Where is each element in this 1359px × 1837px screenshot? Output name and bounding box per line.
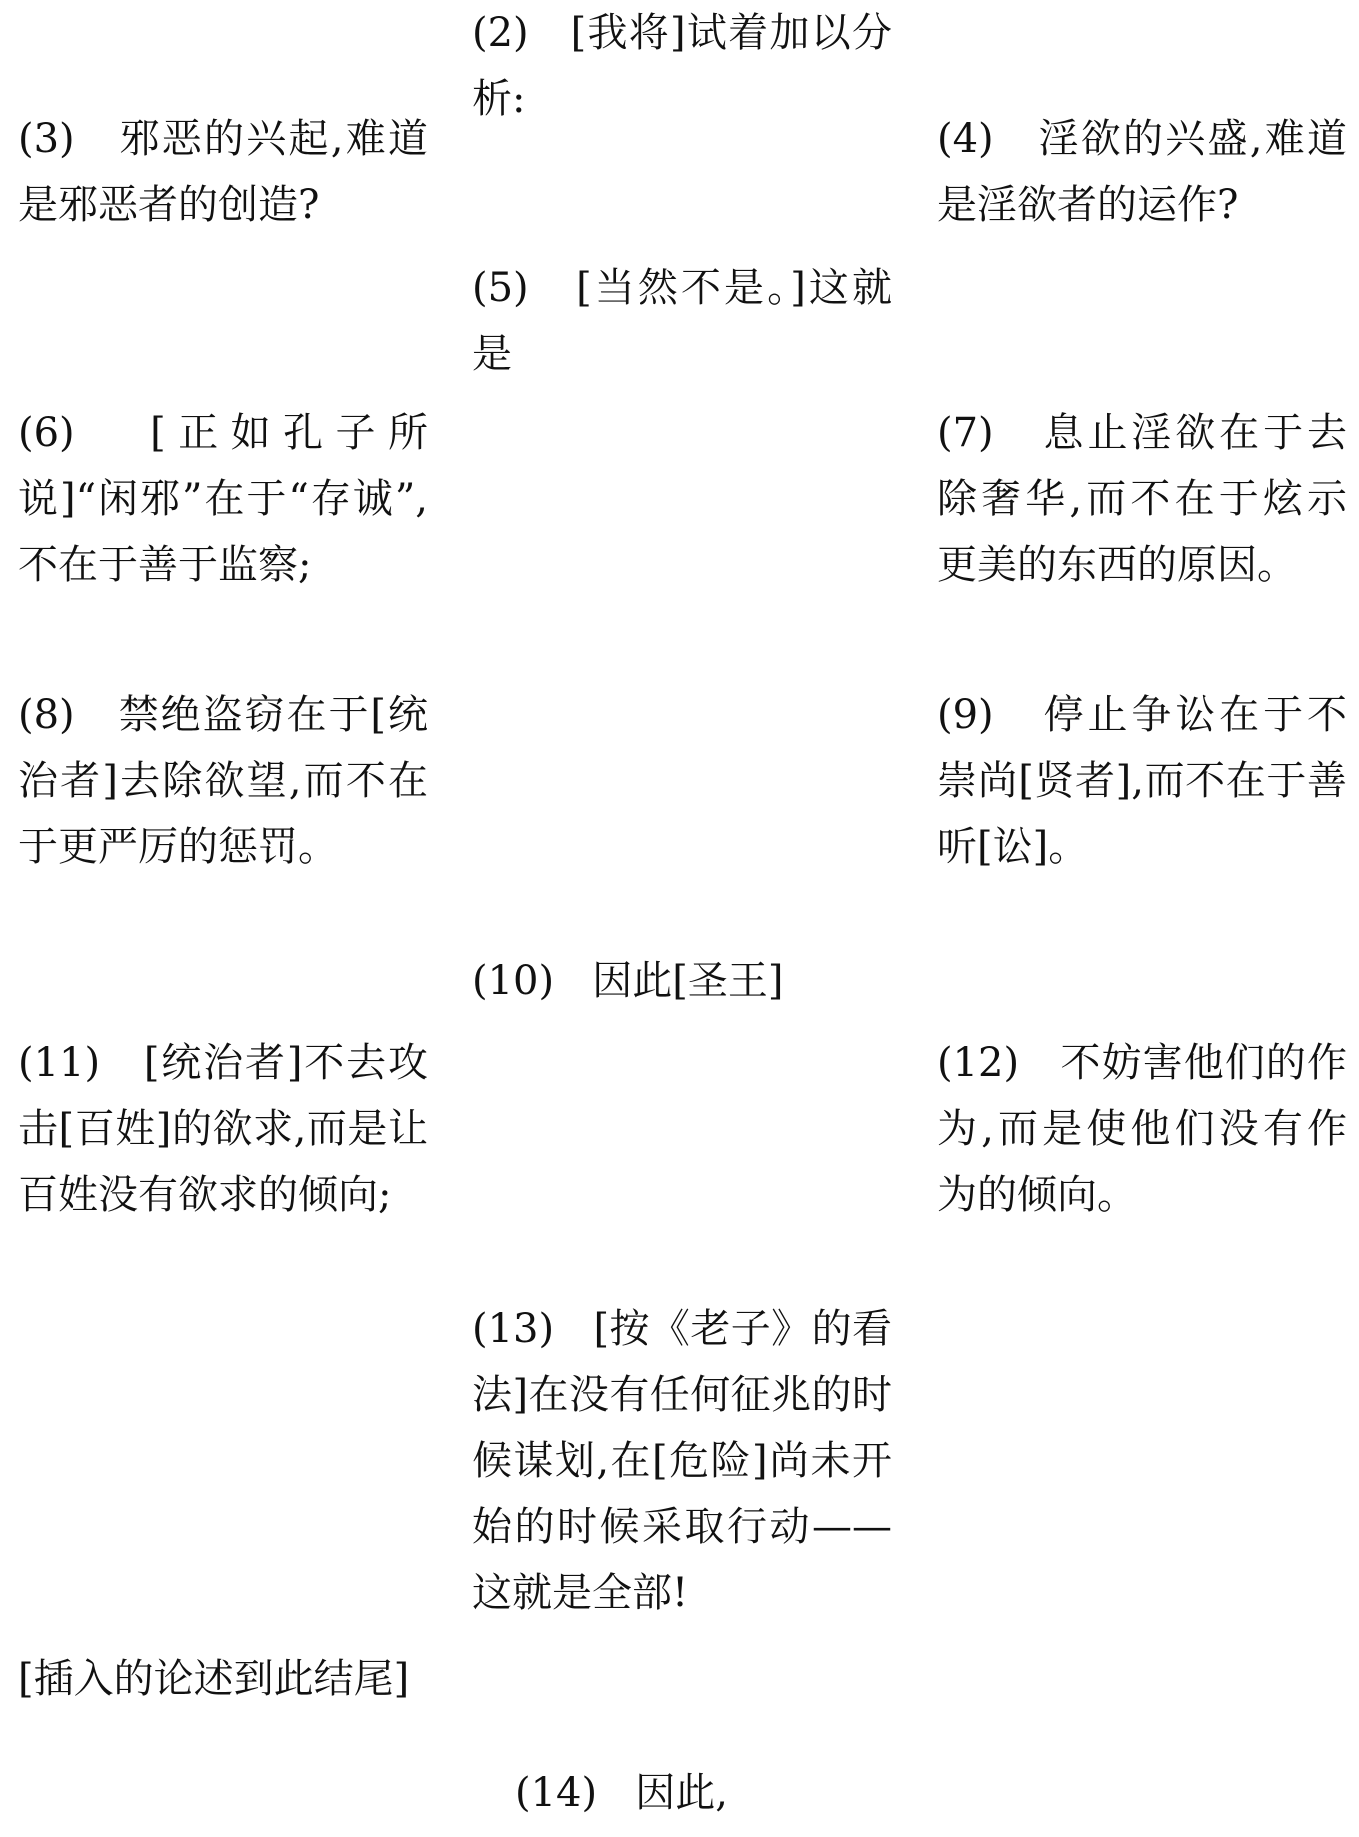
passage-13	[472, 1296, 892, 1626]
passage-text: [统治者]不去攻击[百姓]的欲求,而是让百姓没有欲求的倾向;	[18, 1040, 428, 1218]
passage-10	[472, 948, 892, 1014]
passage-number: (5)	[472, 265, 529, 311]
passage-number: (11)	[18, 1040, 101, 1086]
passage-text: [当然不是。]这就是	[472, 265, 892, 377]
passage-number: (6)	[18, 410, 75, 456]
passage-number: (8)	[18, 692, 75, 738]
passage-number: (3)	[18, 116, 75, 162]
passage-number: (9)	[937, 692, 994, 738]
passage-8	[18, 682, 428, 880]
passage-5	[472, 255, 892, 387]
passage-text: 不妨害他们的作为,而是使他们没有作为的倾向。	[937, 1040, 1347, 1218]
passage-text: [按《老子》的看法]在没有任何征兆的时候谋划,在[危险]尚未开始的时候采取行动——这就是全部!	[472, 1306, 892, 1616]
passage-text: 淫欲的兴盛,难道是淫欲者的运作?	[937, 116, 1347, 228]
passage-text: 息止淫欲在于去除奢华,而不在于炫示更美的东西的原因。	[937, 410, 1347, 588]
passage-14	[515, 1760, 935, 1826]
passage-text: 邪恶的兴起,难道是邪恶者的创造?	[18, 116, 428, 228]
passage-text: 禁绝盗窃在于[统治者]去除欲望,而不在于更严厉的惩罚。	[18, 692, 428, 870]
passage-9	[937, 682, 1347, 880]
passage-number: (10)	[472, 958, 555, 1004]
passage-3	[18, 106, 428, 238]
passage-number: (4)	[937, 116, 994, 162]
passage-2	[472, 0, 892, 132]
passage-number: (7)	[937, 410, 994, 456]
insert-end-note	[18, 1646, 428, 1712]
passage-4	[937, 106, 1347, 238]
passage-number: (12)	[937, 1040, 1020, 1086]
passage-text: [正如孔子所说]“闲邪”在于“存诚”,不在于善于监察;	[18, 410, 428, 588]
insert-end-note-text: [插入的论述到此结尾]	[18, 1656, 410, 1702]
passage-12	[937, 1030, 1347, 1228]
passage-text: 停止争讼在于不崇尚[贤者],而不在于善听[讼]。	[937, 692, 1347, 870]
passage-text: [我将]试着加以分析:	[472, 10, 892, 122]
passage-text: 因此,	[635, 1770, 728, 1816]
passage-6	[18, 400, 428, 598]
passage-number: (13)	[472, 1306, 555, 1352]
passage-number: (2)	[472, 10, 529, 56]
passage-7	[937, 400, 1347, 598]
passage-text: 因此[圣王]	[592, 958, 784, 1004]
passage-number: (14)	[515, 1770, 598, 1816]
passage-11	[18, 1030, 428, 1228]
